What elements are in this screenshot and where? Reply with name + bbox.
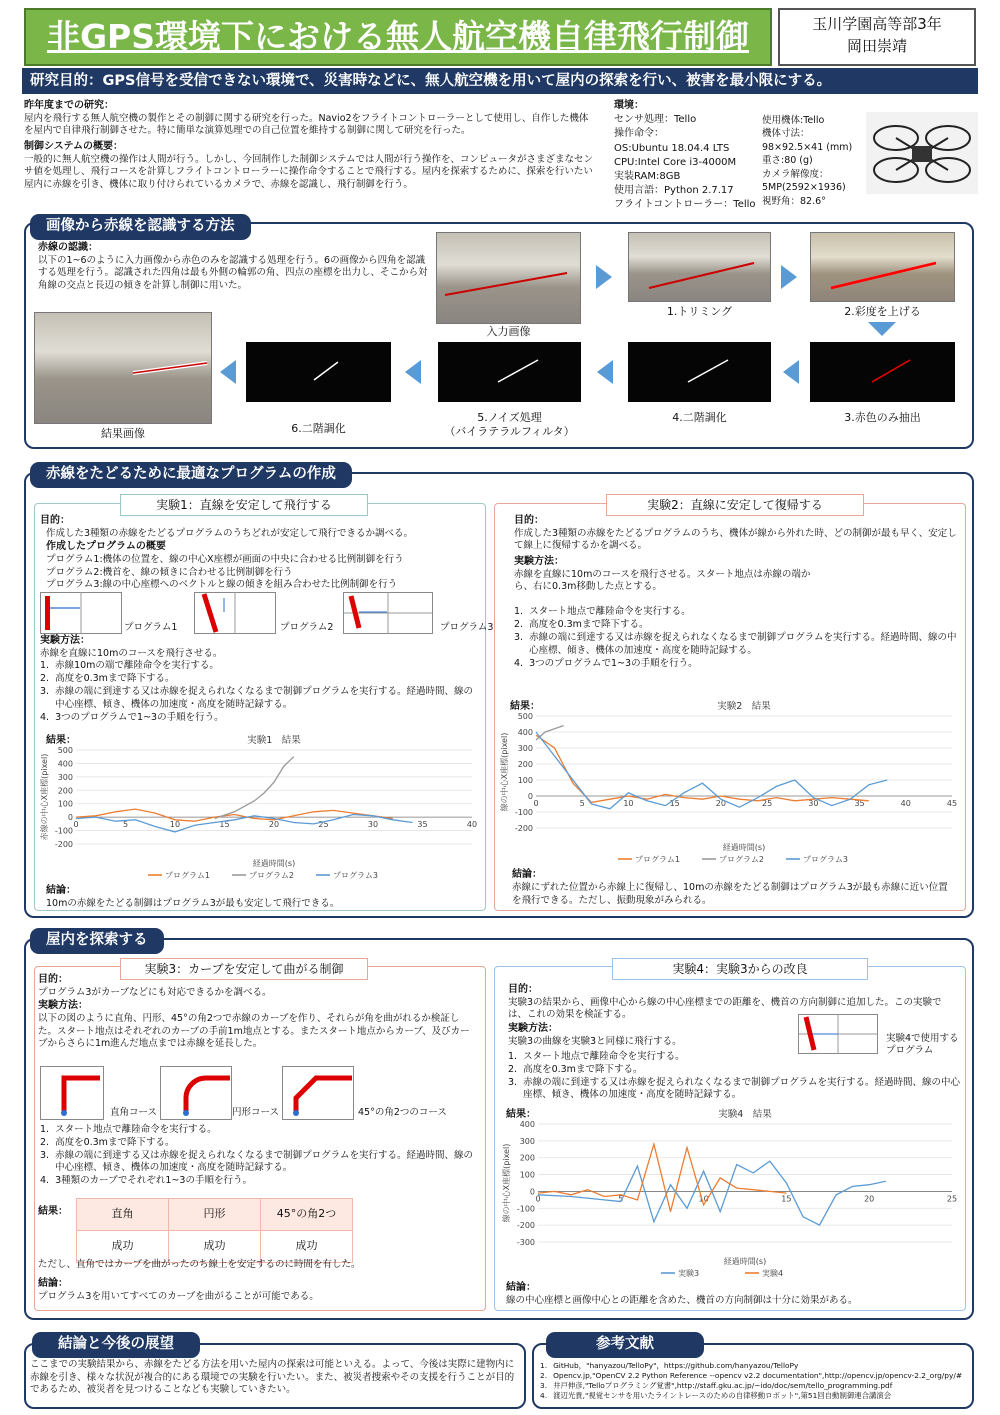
- exp3-concl-head: 結論：: [38, 1278, 68, 1289]
- caption-noise-line1: 5.ノイズ処理: [477, 411, 542, 424]
- table-cell: 成功: [261, 1230, 353, 1262]
- program3-label: プログラム3: [440, 622, 494, 633]
- caption-red-extract: 3.赤色のみ抽出: [844, 411, 921, 424]
- exp2-step: 赤線の端に到達する又は赤線を捉えられなくなるまで制御プログラムを実行する。経過時間、線の中心座標、傾き、機体の加速度・高度を随時記録する。: [529, 631, 957, 656]
- exp1-step: 赤線10mの端で離陸命令を実行する。: [55, 660, 219, 672]
- program2-diagram: [194, 592, 276, 634]
- author-name: 岡田崇靖: [846, 36, 907, 55]
- exp2-chart: [498, 698, 962, 868]
- x-tick-label: 25: [946, 1194, 958, 1204]
- reference-list: 1. GitHub，"hanyazou/TelloPy"，https://github.com/hanyazou/TelloPy 2. Opencv.jp,"OpenCV 2.2 Python Reference --opencv v2.2 documentation",http://opencv.jp/opencv-2.2_org/py/# 3. 井戸伸彦,"Telloプログラミング覚書",http://staff.gku.ac.jp/~ido/doc/sem/tello_programming.pdf 4. 渡辺光貴,"視覚センサを用いたライントレースのための自律移動ロボット",第51回自動制御連合講演会: [540, 1361, 963, 1400]
- exp4-concl: 線の中心座標と画像中心との距離を含めた、機首の方向制御は十分に効果がある。: [506, 1295, 858, 1306]
- program1-diagram: [40, 592, 122, 634]
- table-row: [77, 1230, 353, 1262]
- exp3-step: 3種類のカーブでそれぞれ1~3の手順を行う。: [55, 1175, 252, 1187]
- table-cell: 成功: [77, 1230, 169, 1262]
- series-line: [538, 1161, 886, 1225]
- section-tab-conclusion: 結論と今後の展望: [32, 1332, 200, 1358]
- reference-item: 井戸伸彦,"Telloプログラミング覚書",http://staff.gku.ac.jp/~ido/doc/sem/tello_programming.pdf: [553, 1380, 893, 1390]
- env-line: 操作命令：: [614, 128, 664, 140]
- env-line: フライトコントローラー：Tello: [614, 199, 756, 211]
- input-image: [436, 232, 581, 324]
- x-tick-label: 25: [318, 820, 329, 830]
- caption-binarize-6: 6.二階調化: [291, 422, 346, 435]
- intro-block: [24, 99, 594, 192]
- reference-item: 渡辺光貴,"視覚センサを用いたライントレースのための自律移動ロボット",第51回自動制御連合講演会: [553, 1390, 892, 1400]
- y-tick-label: -200: [516, 1221, 535, 1231]
- legend-label: プログラム1: [635, 855, 681, 864]
- env-line: CPU:Intel Core i3-4000M: [614, 156, 737, 168]
- arrow-right-icon: [781, 265, 797, 289]
- table-cell: 成功: [169, 1230, 261, 1262]
- env-line: 実装RAM:8GB: [614, 170, 681, 182]
- exp3-step: スタート地点で離陸命令を実行する。: [55, 1124, 217, 1135]
- y-tick-label: 200: [57, 786, 73, 796]
- arrow-left-icon: [597, 360, 613, 384]
- y-tick-label: -100: [516, 1204, 535, 1214]
- program2-label: プログラム2: [280, 622, 334, 633]
- table-row: [77, 1199, 353, 1231]
- env-line: OS:Ubuntu 18.04.4 LTS: [614, 142, 730, 154]
- series-line: [538, 1144, 786, 1212]
- exp1-method: 実験方法： 赤線を直線に10mのコースを飛行させる。 1. 赤線10mの端で離陸命令を実行する。 2. 高度を0.3mまで降下する。 3. 赤線の端に到達する又は赤線を捉えられなくなるまで制御プログラムを実行する。経過時間、線の中心座標、傾き、機体の加速度・高度を随時記録する。 4. 3つのプログラムで1~3の手順を行う。: [40, 634, 480, 724]
- x-tick-label: 10: [169, 820, 181, 830]
- noise-filtered-image: [438, 342, 581, 402]
- exp1-prog-2: プログラム2:機首を、線の傾きに合わせる比例制御を行う: [46, 566, 293, 578]
- exp3-method: 以下の図のように直角、円形、45°の角2つで赤線のカーブを作り、それらが角を曲がれるか検証した。スタート地点はそれぞれのカーブの手前1m地点とする。またスタート地点からカーブ、及びカーブからさらに1m進んだ地点までは赤線を延長した。: [38, 1012, 470, 1050]
- x-tick-label: 35: [417, 820, 428, 830]
- y-tick-label: 0: [67, 813, 73, 823]
- table-header-cell: 円形: [169, 1199, 261, 1231]
- machine-line: 98×92.5×41 (mm): [762, 141, 853, 153]
- legend-label: プログラム3: [333, 871, 379, 880]
- exp4-concl-head: 結論：: [506, 1282, 536, 1293]
- system-text: 一般的に無人航空機の操作は人間が行う。しかし、今回制作した制御システムでは人間が行う操作を、コンピュータがさまざまなセンサ値を処理し、飛行コースを計算しフライトコントローラーに操作命令することで飛行する。屋内を探索するために、探索を行いたい屋内に赤線を引き、機体に取り付けられているカメラで、赤線を認識し、飛行制御を行う。: [24, 153, 594, 191]
- exp2-obj-head: 目的：: [514, 515, 544, 526]
- machine-line: 重さ:80 (g): [762, 155, 813, 167]
- exp1-step: 高度を0.3mまで降下する。: [55, 673, 175, 685]
- exp4-obj: 実験3の結果から、画像中心から線の中心座標までの距離を、機首の方向制御に追加した。この実験では、これの効果を検証する。: [508, 996, 942, 1021]
- x-tick-label: 40: [466, 820, 478, 830]
- x-tick-label: 20: [268, 820, 280, 830]
- course-label: 円形コース: [232, 1107, 280, 1118]
- y-axis-label: 赤線の中心X座標(pixel): [40, 753, 49, 841]
- y-tick-label: 100: [519, 1170, 535, 1180]
- y-tick-label: -200: [514, 824, 533, 833]
- exp2-step: 3つのプログラムで1~3の手順を行う。: [529, 657, 698, 669]
- exp4-method-intro: 実験3の曲線を実験3と同様に飛行する。: [508, 1035, 682, 1047]
- x-axis-label: 経過時間(s): [723, 1257, 767, 1266]
- exp1-step: 3つのプログラムで1~3の手順を行う。: [55, 711, 224, 723]
- trimmed-image: [628, 232, 771, 302]
- caption-noise: [418, 411, 601, 440]
- exp1-obj: 作成した3種類の赤線をたどるプログラムのうちどれが安定して飛行できるか調べる。: [46, 527, 413, 539]
- drone-photo: [866, 112, 978, 194]
- machine-line: 視野角：82.6°: [762, 195, 826, 207]
- y-tick-label: -300: [516, 1238, 535, 1247]
- machine-line: 5MP(2592×1936): [762, 182, 846, 194]
- x-axis-label: 経過時間(s): [252, 859, 296, 868]
- result-image: [34, 312, 212, 424]
- exp4-step: 赤線の端に到達する又は赤線を捉えられなくなるまで制御プログラムを実行する。経過時間、線の中心座標、傾き、機体の加速度・高度を随時記録する。: [523, 1076, 960, 1101]
- exp3-result-head: 結果：: [38, 1206, 68, 1217]
- exp4-obj-head: 目的：: [508, 984, 538, 995]
- y-tick-label: 100: [517, 776, 533, 785]
- exp2-concl-head: 結論：: [512, 869, 542, 880]
- chart-title: 実験1 結果: [247, 735, 301, 746]
- env-heading: 環境：: [614, 100, 644, 111]
- exp1-title: 実験1：直線を安定して飛行する: [120, 494, 368, 516]
- x-tick-label: 5: [122, 820, 129, 830]
- y-tick-label: 300: [517, 744, 533, 753]
- course-label: 45°の角2つのコース: [358, 1107, 447, 1118]
- y-tick-label: 300: [57, 772, 73, 782]
- exp1-prog-1: プログラム1:機体の位置を、線の中心X座標が画面の中央に合わせる比例制御を行う: [46, 553, 404, 565]
- exp4-step: 高度を0.3mまで降下する。: [523, 1063, 643, 1075]
- circle-course: [160, 1066, 232, 1120]
- exp3-obj-head: 目的：: [38, 974, 68, 985]
- exp3-title: 実験3：カーブを安定して曲がる制御: [120, 958, 368, 980]
- x-tick-label: 35: [854, 799, 865, 808]
- exp1-obj-head: 目的：: [40, 515, 70, 526]
- legend-label: プログラム1: [165, 871, 211, 880]
- x-tick-label: 0: [533, 799, 539, 808]
- author-box: [778, 8, 976, 66]
- exp4-result-head: 結果：: [506, 1109, 536, 1120]
- exp3-note: ただし、直角ではカーブを曲がったのち線上を安定するのに時間を有した。: [38, 1259, 361, 1270]
- exp1-content: [40, 514, 480, 592]
- env-line: 使用言語：Python 2.7.17: [614, 185, 734, 197]
- x-tick-label: 20: [864, 1194, 875, 1204]
- exp1-method-intro: 赤線を直線に10mのコースを飛行させる。: [40, 647, 223, 659]
- reference-item: Opencv.jp,"OpenCV 2.2 Python Reference --opencv v2.2 documentation",http://opencv.jp/opencv-2.2_org/py/#: [553, 1370, 963, 1380]
- section-tab-program: 赤線をたどるために最適なプログラムの作成: [30, 462, 352, 488]
- y-tick-label: 0: [527, 792, 533, 801]
- caption-saturation: 2.彩度を上げる: [844, 305, 921, 318]
- machine-line: カメラ解像度：: [762, 168, 829, 180]
- x-tick-label: 10: [698, 1194, 709, 1204]
- chart-title: 実験2 結果: [717, 701, 771, 712]
- x-tick-label: 40: [900, 799, 911, 808]
- exp3-result-table: [76, 1198, 353, 1263]
- y-tick-label: 500: [57, 746, 73, 755]
- exp4-prog-label: 実験4で使用するプログラム: [886, 1033, 959, 1056]
- x-tick-label: 0: [73, 820, 79, 830]
- exp2-title: 実験2：直線に安定して復帰する: [606, 494, 864, 516]
- exp2-step: 高度を0.3mまで降下する。: [529, 619, 649, 631]
- x-tick-label: 45: [946, 799, 958, 808]
- exp3-steps: 1. スタート地点で離陸命令を実行する。 2. 高度を0.3mまで降下する。 3. 赤線の端に到達する又は赤線を捉えられなくなるまで制御プログラムを実行する。経過時間、線の中心座標、傾き、機体の加速度・高度を随時記録する。 4. 3種類のカーブでそれぞれ1~3の手順を行う。: [40, 1124, 480, 1188]
- y-axis-label: 線の中心X座標(pixel): [502, 1143, 511, 1223]
- exp3-obj: プログラム3がカーブなどにも対応できるかを調べる。: [38, 986, 272, 998]
- saturated-image: [810, 232, 955, 302]
- exp1-concl-head: 結論：: [46, 885, 76, 896]
- series-line: [536, 735, 869, 802]
- caption-noise-line2: （バイラテラルフィルタ）: [444, 425, 575, 439]
- caption-binarize-4: 4.二階調化: [672, 411, 727, 424]
- exp1-result-head: 結果：: [46, 735, 76, 746]
- system-heading: 制御システムの概要：: [24, 141, 123, 153]
- exp2-concl: 赤線にずれた位置から赤線上に復帰し、10mの赤線をたどる制御はプログラム3が最も赤線に近い位置を飛行できる。ただし、振動現象がみられる。: [512, 882, 948, 906]
- recognition-heading: 赤線の認識：: [38, 242, 98, 253]
- y-tick-label: 200: [519, 1153, 535, 1163]
- y-tick-label: -100: [54, 826, 73, 836]
- y-tick-label: 400: [57, 759, 73, 769]
- arrow-left-icon: [783, 360, 799, 384]
- x-tick-label: 25: [762, 799, 773, 808]
- environment-block: [614, 99, 764, 213]
- y-tick-label: 200: [517, 760, 533, 769]
- legend-label: 実験4: [762, 1269, 784, 1278]
- exp2-method-head: 実験方法：: [514, 556, 564, 568]
- legend-label: プログラム3: [803, 855, 849, 864]
- arrow-right-icon: [596, 265, 612, 289]
- x-tick-label: 15: [669, 799, 680, 808]
- two-45-course: [282, 1066, 354, 1120]
- right-angle-course: [40, 1066, 104, 1120]
- arrow-left-icon: [220, 360, 236, 384]
- y-tick-label: 400: [519, 1120, 535, 1129]
- program1-label: プログラム1: [124, 622, 178, 633]
- section-tab-indoor: 屋内を探索する: [30, 928, 164, 954]
- exp4-chart: [500, 1106, 962, 1282]
- y-tick-label: 400: [517, 728, 533, 737]
- legend-label: プログラム2: [249, 871, 295, 880]
- env-line: センサ処理：Tello: [614, 114, 697, 126]
- caption-result: 結果画像: [101, 427, 145, 440]
- table-header-cell: 45°の角2つ: [261, 1199, 353, 1231]
- course-label: 直角コース: [110, 1107, 158, 1118]
- exp2-result-head: 結果：: [510, 701, 540, 712]
- school-name: 玉川学園高等部3年: [812, 15, 942, 33]
- y-tick-label: 0: [529, 1187, 535, 1197]
- exp1-method-head: 実験方法：: [40, 635, 90, 646]
- x-axis-label: 経過時間(s): [722, 843, 766, 852]
- caption-input: 入力画像: [486, 325, 531, 338]
- x-tick-label: 5: [579, 799, 585, 808]
- section-tab-references: 参考文献: [546, 1332, 704, 1358]
- poster-title: 非GPS環境下における無人航空機自律飛行制御: [24, 8, 772, 66]
- exp3-step: 赤線の端に到達する又は赤線を捉えられなくなるまで制御プログラムを実行する。経過時間、線の中心座標、傾き、機体の加速度・高度を随時記録する。: [55, 1149, 473, 1174]
- exp3-step: 高度を0.3mまで降下する。: [55, 1136, 175, 1148]
- x-tick-label: 30: [808, 799, 819, 808]
- exp1-concl: 10mの赤線をたどる制御はプログラム3が最も安定して飛行できる。: [46, 898, 340, 909]
- prev-research-heading: 昨年度までの研究：: [24, 100, 114, 111]
- y-tick-label: -100: [514, 808, 533, 817]
- exp2-method-intro: 赤線を直線に10mのコースを飛行させる。スタート地点は赤線の端から、右に0.3m移動した点とする。: [514, 568, 811, 593]
- exp3-content: [38, 973, 478, 1051]
- x-tick-label: 15: [219, 820, 230, 830]
- y-tick-label: 300: [519, 1136, 535, 1146]
- x-tick-label: 0: [535, 1194, 541, 1204]
- recognition-text-block: [38, 241, 430, 293]
- exp1-prog-3: プログラム3:線の中心座標へのベクトルと線の傾きを組み合わせた比例制御を行う: [46, 579, 398, 591]
- x-tick-label: 30: [367, 820, 379, 830]
- arrow-left-icon: [405, 360, 421, 384]
- binarized-image-4: [628, 342, 771, 402]
- exp1-step: 赤線の端に到達する又は赤線を捉えられなくなるまで制御プログラムを実行する。経過時間、線の中心座標、傾き、機体の加速度・高度を随時記録する。: [55, 685, 473, 710]
- machine-spec-block: [762, 114, 872, 208]
- exp2-content: 目的： 作成した3種類の赤線をたどるプログラムのうち、機体が線から外れた時、どの制御が最も早く、安定して線上に復帰するかを調べる。 実験方法： 赤線を直線に10mのコースを飛行させる。スタート地点は赤線の端から、右に0.3m移動した点とする。 1. スタート地点で離陸命令を実行する。 2. 高度を0.3mまで降下する。 3. 赤線の端に到達する又は赤線を捉えられなくなるまで制御プログラムを実行する。経過時間、線の中心座標、傾き、機体の加速度・高度を随時記録する。 4. 3つのプログラムで1~3の手順を行う。: [514, 514, 960, 670]
- arrow-down-icon: [868, 322, 896, 336]
- exp3-method-head: 実験方法：: [38, 1000, 88, 1012]
- exp2-step: スタート地点で離陸命令を実行する。: [529, 606, 691, 618]
- conclusion-text: ここまでの実験結果から、赤線をたどる方法を用いた屋内の探索は可能といえる。よって、今後は実際に建物内に赤線を引き、様々な状況が複合的にある環境での実験を行いたい。また、被災者捜索やその支援を行うことが目的であるため、被災者を見つけることなども実験していきたい。: [30, 1359, 515, 1396]
- machine-line: 使用機体:Tello: [762, 115, 825, 126]
- y-tick-label: 100: [57, 799, 73, 809]
- binarized-image-6: [246, 342, 391, 402]
- reference-item: GitHub，"hanyazou/TelloPy"，https://github.com/hanyazou/TelloPy: [553, 1361, 799, 1370]
- legend-label: プログラム2: [719, 855, 765, 864]
- series-line: [215, 757, 294, 819]
- research-purpose: 研究目的：GPS信号を受信できない環境で、災害時などに、無人航空機を用いて屋内の探索を行い、被害を最小限にする。: [22, 68, 978, 94]
- x-tick-label: 5: [618, 1194, 624, 1204]
- program3-diagram: [343, 592, 433, 634]
- table-header-cell: 直角: [77, 1199, 169, 1231]
- y-tick-label: -200: [54, 840, 73, 849]
- x-tick-label: 10: [623, 799, 634, 808]
- exp3-concl: プログラム3を用いてすべてのカーブを曲がることが可能である。: [38, 1291, 319, 1302]
- red-extracted-image: [810, 342, 955, 402]
- x-tick-label: 15: [781, 1194, 792, 1204]
- section-tab-recognition: 画像から赤線を認識する方法: [30, 214, 251, 240]
- legend-label: 実験3: [678, 1269, 700, 1278]
- chart-title: 実験4 結果: [718, 1109, 772, 1120]
- exp2-obj: 作成した3種類の赤線をたどるプログラムのうち、機体が線から外れた時、どの制御が最も早く、安定して線上に復帰するかを調べる。: [514, 527, 957, 552]
- exp4-method-head: 実験方法：: [508, 1023, 558, 1035]
- recognition-text: 以下の1~6のように入力画像から赤色のみを認識する処理を行う。6の画像から四角を認識する処理を行う。認識された四角は最も外側の輪郭の角、四点の座標を出力し、そこから対角線の交点と長辺の傾きを計算し制御に用いた。: [38, 254, 428, 292]
- exp1-prog-head: 作成したプログラムの概要: [46, 541, 166, 553]
- machine-line: 機体寸法：: [762, 128, 810, 140]
- x-tick-label: 20: [715, 799, 726, 808]
- y-axis-label: 線の中心X座標(pixel): [500, 732, 509, 812]
- prev-research-text: 屋内を飛行する無人航空機の製作とその制御に関する研究を行った。Navio2をフライトコントローラーとして使用し、自作した機体を屋内で自律飛行制御させた。特に簡単な演算処理での自己位置を維持する制御に関して研究を行った。: [24, 112, 589, 137]
- caption-trim: 1.トリミング: [666, 305, 733, 318]
- y-tick-label: 500: [517, 712, 533, 721]
- exp1-chart: [38, 732, 482, 884]
- exp4-step: スタート地点で離陸命令を実行する。: [523, 1051, 685, 1062]
- exp4-title: 実験4：実験3からの改良: [612, 958, 868, 980]
- exp4-steps: 1. スタート地点で離陸命令を実行する。 2. 高度を0.3mまで降下する。 3. 赤線の端に到達する又は赤線を捉えられなくなるまで制御プログラムを実行する。経過時間、線の中心座標、傾き、機体の加速度・高度を随時記録する。: [508, 1051, 960, 1101]
- exp4-program-diagram: [798, 1014, 878, 1054]
